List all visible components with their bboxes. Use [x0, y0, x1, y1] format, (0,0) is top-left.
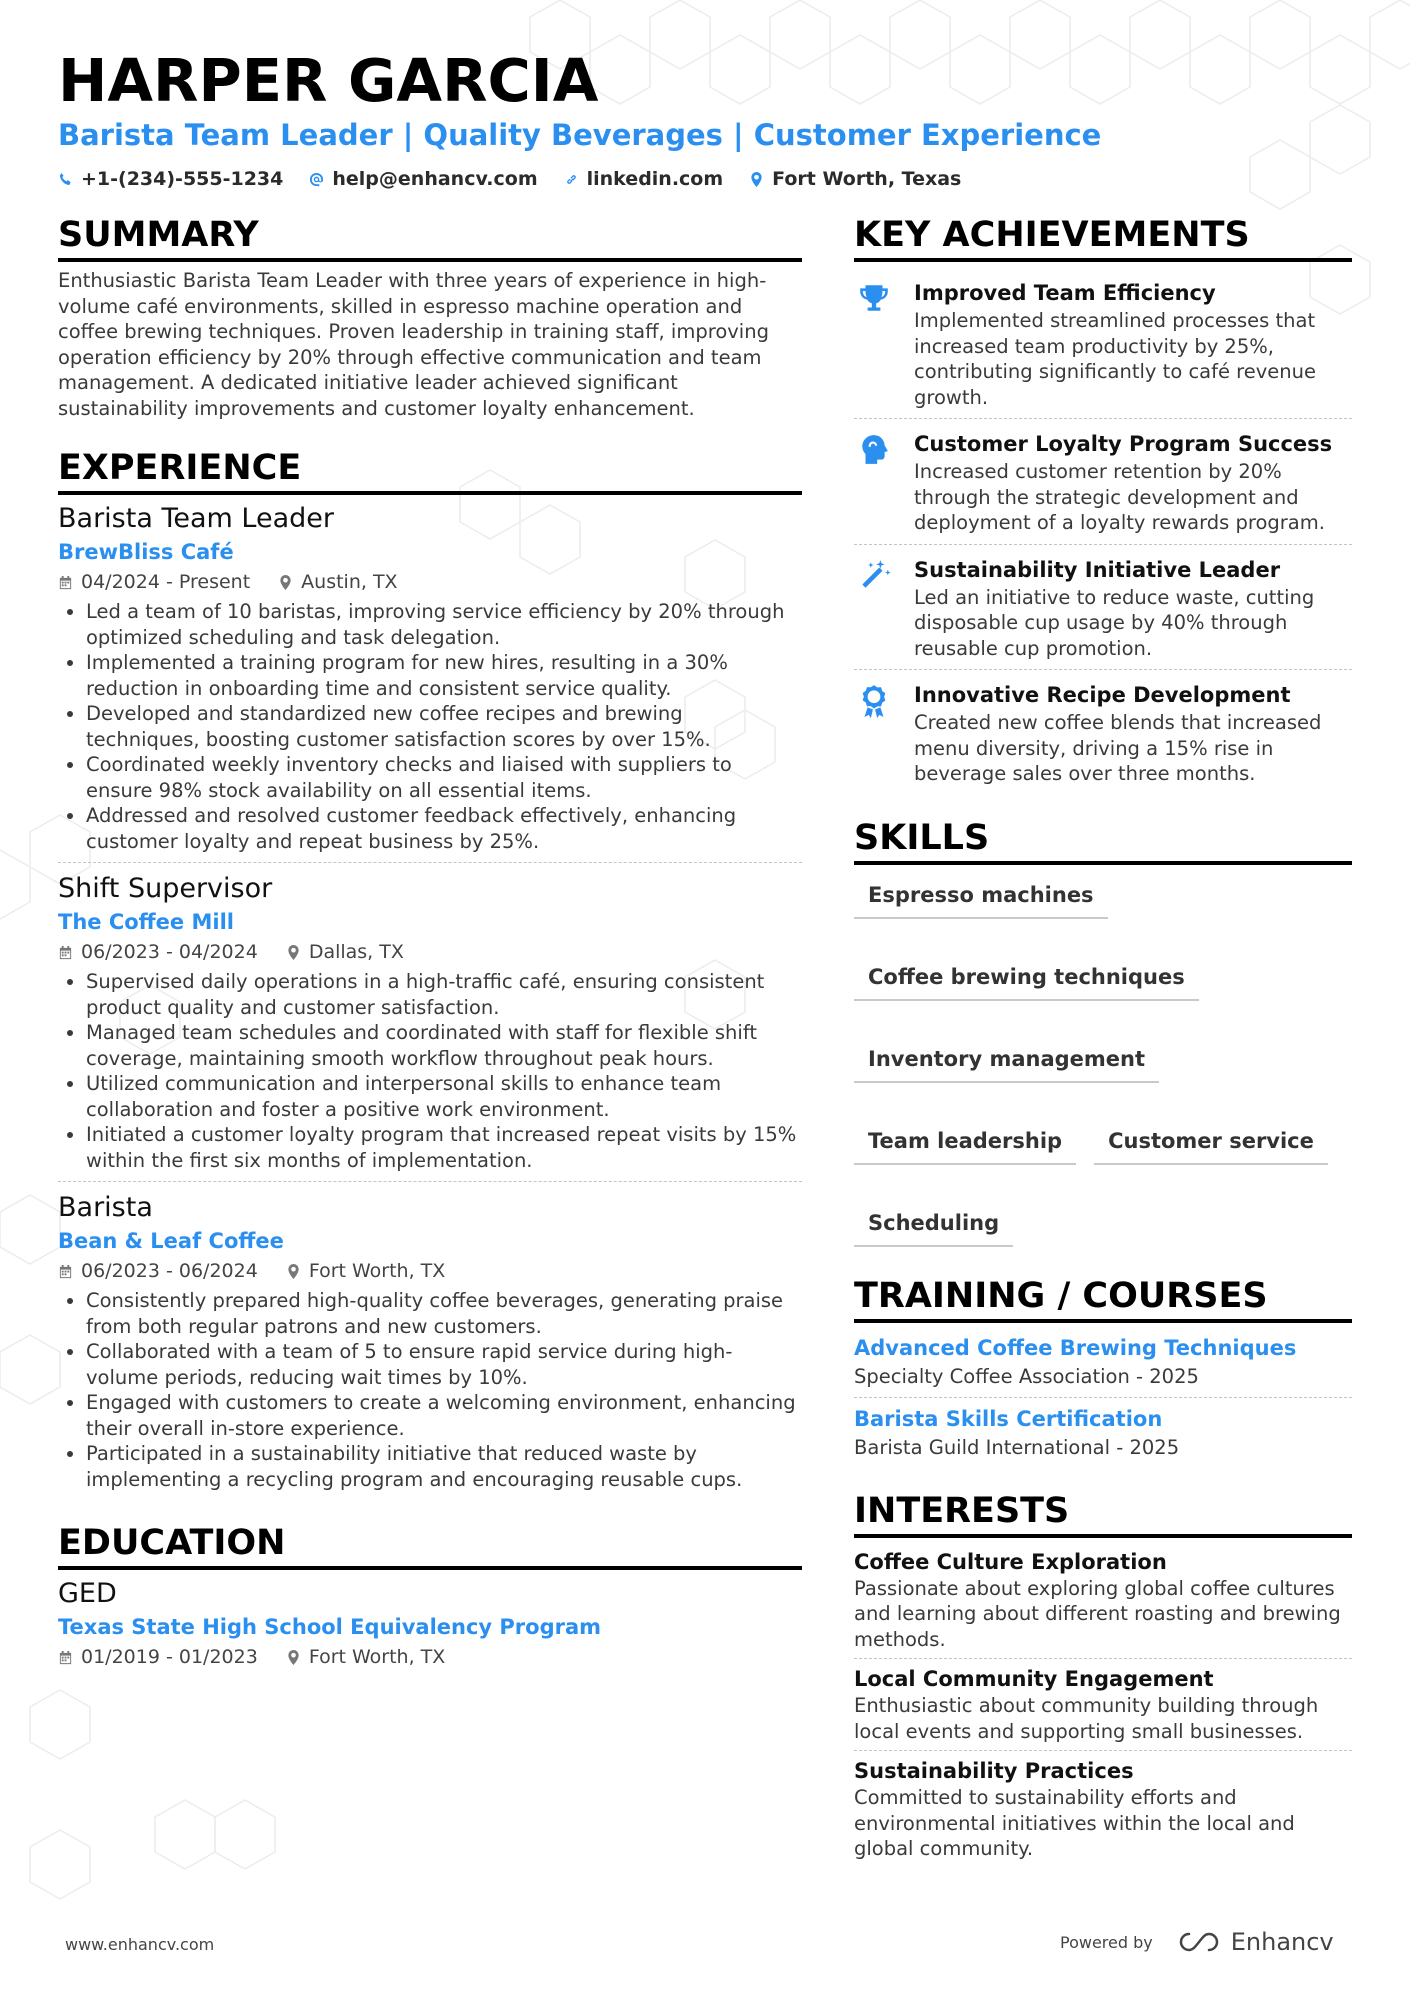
skill-tag: Scheduling — [854, 1205, 1013, 1247]
right-column — [854, 214, 1352, 1868]
achievement-title: Customer Loyalty Program Success — [914, 432, 1333, 456]
summary-heading: SUMMARY — [58, 214, 802, 262]
calendar-icon — [58, 1650, 73, 1665]
job-meta — [58, 1256, 802, 1286]
skill-tag: Inventory management — [854, 1041, 1159, 1083]
enhancv-logo[interactable] — [1175, 1928, 1334, 1956]
education-meta — [58, 1642, 802, 1672]
location-icon — [286, 1264, 301, 1279]
achievement-text: Implemented streamlined processes that increased team productivity by 25%, contributing significantly to café revenue growth. — [914, 309, 1317, 409]
achievement-item — [854, 669, 1352, 795]
job-location: Dallas, TX — [286, 937, 404, 967]
contact-location — [749, 168, 961, 190]
skills-heading: SKILLS — [854, 817, 1352, 865]
job-entry — [58, 1181, 802, 1500]
education-heading: EDUCATION — [58, 1522, 802, 1570]
job-location: Fort Worth, TX — [286, 1256, 445, 1286]
bullet: • Collaborated with a team of 5 to ensure rapid service during high-volume periods, reducing wait times by 10%. — [86, 1339, 802, 1390]
head-icon — [857, 433, 891, 467]
job-entry — [58, 501, 802, 862]
bullet: • Managed team schedules and coordinated with staff for flexible shift coverage, maintaining smooth workflow throughout peak hours. — [86, 1020, 802, 1071]
enhancv-logo-icon — [1175, 1930, 1223, 1954]
bullet: • Utilized communication and interpersonal skills to enhance team collaboration and foster a positive work environment. — [86, 1071, 802, 1122]
interest-item — [854, 1750, 1352, 1868]
course-provider: Specialty Coffee Association - 2025 — [854, 1364, 1199, 1388]
course-item — [854, 1397, 1352, 1468]
location-icon — [286, 1650, 301, 1665]
candidate-name: HARPER GARCIA — [58, 46, 599, 115]
company-name: Bean & Leaf Coffee — [58, 1229, 284, 1253]
job-title: Barista Team Leader — [58, 503, 334, 534]
job-dates: 04/2024 - Present — [58, 567, 250, 597]
job-entry — [58, 862, 802, 1181]
bullet: • Supervised daily operations in a high-traffic café, ensuring consistent product quality and customer satisfaction. — [86, 969, 802, 1020]
experience-heading: EXPERIENCE — [58, 447, 802, 495]
training-heading: TRAINING / COURSES — [854, 1275, 1352, 1323]
job-bullets — [58, 599, 802, 854]
course-title: Barista Skills Certification — [854, 1406, 1163, 1431]
contact-email[interactable] — [309, 168, 537, 190]
bullet: • Consistently prepared high-quality coffee beverages, generating praise from both regular patrons and new customers. — [86, 1288, 802, 1339]
job-meta — [58, 937, 802, 967]
linkedin-text: linkedin.com — [586, 168, 724, 190]
interest-title: Local Community Engagement — [854, 1667, 1214, 1691]
achievement-text: Led an initiative to reduce waste, cutting disposable cup usage by 40% through reusable cup promotion. — [914, 585, 1315, 660]
skills-section — [854, 817, 1352, 1247]
bullet: • Initiated a customer loyalty program that increased repeat visits by 15% within the first six months of implementation. — [86, 1122, 802, 1173]
headline: Barista Team Leader | Quality Beverages | Customer Experience — [58, 118, 1102, 152]
skill-tag: Customer service — [1094, 1123, 1328, 1165]
skills-list — [854, 871, 1352, 1247]
course-provider: Barista Guild International - 2025 — [854, 1435, 1180, 1459]
school-name: Texas State High School Equivalency Program — [58, 1615, 602, 1639]
job-meta — [58, 567, 802, 597]
achievement-item — [854, 268, 1352, 418]
education-location: Fort Worth, TX — [286, 1642, 445, 1672]
footer-branding — [1060, 1928, 1334, 1956]
bullet: • Coordinated weekly inventory checks and liaised with suppliers to ensure 98% stock availability on all essential items. — [86, 752, 802, 803]
calendar-icon — [58, 575, 73, 590]
award-ribbon-icon — [857, 684, 891, 718]
achievements-section — [854, 214, 1352, 795]
summary-text: Enthusiastic Barista Team Leader with three years of experience in high-volume café environments, skilled in espresso machine operation and coffee brewing techniques. Proven leadership in training staff, improving operation efficiency by 20% through effective communication and team management. A dedicated initiative leader achieved significant sustainability improvements and customer loyalty enhancement. — [58, 269, 769, 420]
achievement-item — [854, 418, 1352, 544]
achievements-heading: KEY ACHIEVEMENTS — [854, 214, 1352, 262]
skill-tag: Espresso machines — [854, 877, 1108, 919]
calendar-icon — [58, 1264, 73, 1279]
location-icon — [749, 172, 764, 187]
achievement-title: Sustainability Initiative Leader — [914, 557, 1281, 582]
brand-name: Enhancv — [1230, 1928, 1334, 1956]
interest-title: Coffee Culture Exploration — [854, 1549, 1167, 1574]
bullet: • Led a team of 10 baristas, improving service efficiency by 20% through optimized scheduling and task delegation. — [86, 599, 802, 650]
at-icon — [309, 172, 324, 187]
job-bullets — [58, 969, 802, 1173]
job-location: Austin, TX — [278, 567, 397, 597]
experience-section — [58, 447, 802, 1500]
bullet: • Participated in a sustainability initiative that reduced waste by implementing a recycling program and encouraging reusable cups. — [86, 1441, 802, 1492]
footer-website[interactable]: www.enhancv.com — [65, 1935, 215, 1954]
trophy-icon — [857, 282, 891, 316]
course-title: Advanced Coffee Brewing Techniques — [854, 1335, 1297, 1360]
bullet: • Addressed and resolved customer feedback effectively, enhancing customer loyalty and repeat business by 25%. — [86, 803, 802, 854]
contact-linkedin[interactable] — [564, 168, 724, 190]
contact-phone[interactable] — [58, 168, 283, 190]
company-name: The Coffee Mill — [58, 910, 234, 934]
bullet: • Developed and standardized new coffee recipes and brewing techniques, boosting customer satisfaction scores by over 15%. — [86, 701, 802, 752]
degree: GED — [58, 1578, 117, 1609]
calendar-icon — [58, 945, 73, 960]
achievement-title: Improved Team Efficiency — [914, 281, 1216, 305]
interest-text: Committed to sustainability efforts and environmental initiatives within the local and global community. — [854, 1786, 1295, 1860]
interests-heading: INTERESTS — [854, 1490, 1352, 1538]
education-section — [58, 1522, 802, 1672]
achievement-text: Increased customer retention by 20% through the strategic development and deployment of a loyalty rewards program. — [914, 460, 1325, 534]
company-name: BrewBliss Café — [58, 540, 234, 564]
email-text: help@enhancv.com — [332, 168, 538, 190]
link-icon — [564, 172, 579, 187]
summary-section — [58, 214, 802, 421]
interest-title: Sustainability Practices — [854, 1759, 1134, 1783]
location-icon — [286, 945, 301, 960]
interest-item — [854, 1658, 1352, 1750]
location-icon — [278, 575, 293, 590]
left-column — [58, 214, 802, 1672]
bullet: • Implemented a training program for new hires, resulting in a 30% reduction in onboarding time and consistent service quality. — [86, 650, 802, 701]
job-dates: 06/2023 - 06/2024 — [58, 1256, 258, 1286]
interest-item — [854, 1544, 1352, 1659]
contact-bar — [58, 168, 961, 190]
job-dates: 06/2023 - 04/2024 — [58, 937, 258, 967]
skill-tag: Team leadership — [854, 1123, 1076, 1165]
job-bullets — [58, 1288, 802, 1492]
interest-text: Enthusiastic about community building through local events and supporting small businesses. — [854, 1694, 1319, 1743]
education-dates: 01/2019 - 01/2023 — [58, 1642, 258, 1672]
achievement-text: Created new coffee blends that increased menu diversity, driving a 15% rise in beverage sales over three months. — [914, 711, 1322, 785]
achievement-item — [854, 544, 1352, 670]
job-title: Barista — [58, 1192, 153, 1223]
interests-section — [854, 1490, 1352, 1868]
magic-wand-icon — [857, 559, 891, 593]
powered-by-label: Powered by — [1060, 1932, 1153, 1952]
job-title: Shift Supervisor — [58, 873, 273, 904]
phone-icon — [58, 172, 73, 187]
interest-text: Passionate about exploring global coffee cultures and learning about different roasting and brewing methods. — [854, 1576, 1341, 1651]
skill-tag: Coffee brewing techniques — [854, 959, 1199, 1001]
phone-text: +1-(234)-555-1234 — [81, 168, 284, 190]
course-item — [854, 1329, 1352, 1397]
achievement-title: Innovative Recipe Development — [914, 683, 1291, 707]
training-section — [854, 1275, 1352, 1468]
location-text: Fort Worth, Texas — [772, 168, 962, 190]
bullet: • Engaged with customers to create a welcoming environment, enhancing their overall in-store experience. — [86, 1390, 802, 1441]
